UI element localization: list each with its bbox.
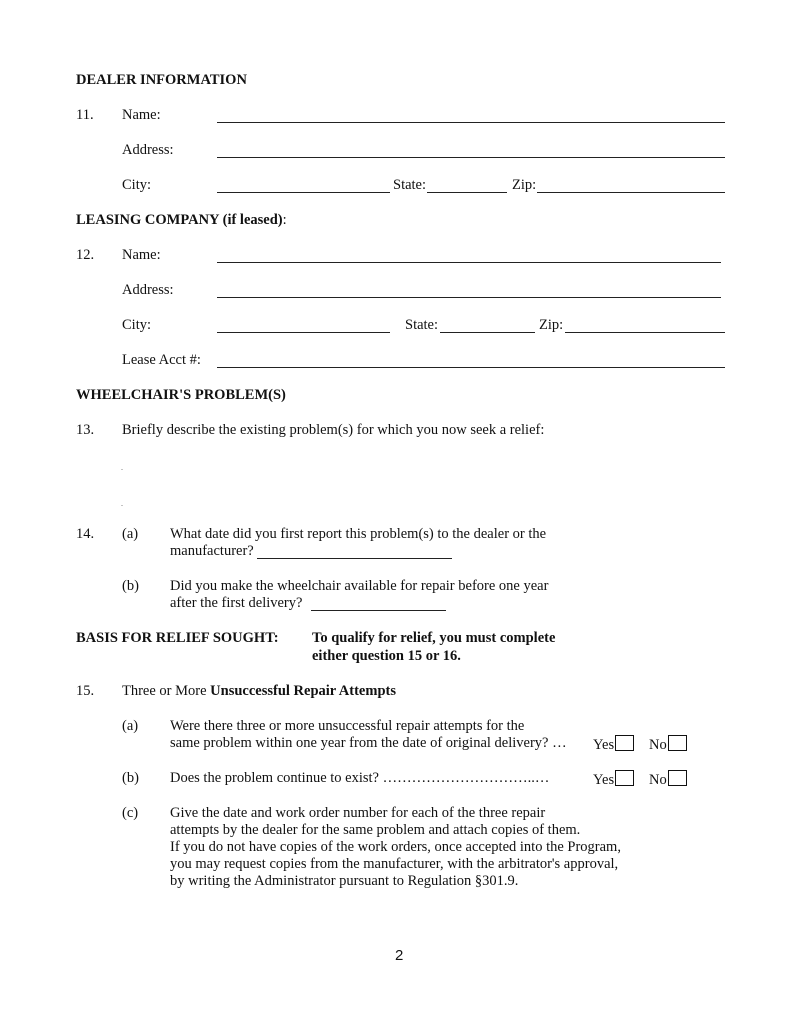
yes-label: Yes	[593, 772, 615, 788]
q15-title-plain: Three or More	[122, 683, 211, 699]
q15a-line1: Were there three or more unsuccessful repair attempts for the	[170, 718, 525, 734]
question-number-14: 14.	[76, 526, 95, 542]
problem-description-area[interactable]	[122, 452, 722, 512]
leasing-heading-colon: :	[282, 212, 287, 228]
q14b-line2: after the first delivery?	[170, 595, 303, 611]
page-number: 2	[395, 947, 404, 964]
leasing-address-label: Address:	[122, 282, 174, 298]
stray-mark: .	[121, 499, 123, 508]
q15c-line: by writing the Administrator pursuant to Regulation §301.9.	[170, 873, 519, 889]
dealer-zip-field[interactable]	[537, 192, 725, 193]
q15-title	[122, 683, 396, 700]
question-number-15: 15.	[76, 683, 95, 699]
q15b-text: Does the problem continue to exist? …………………………..…	[170, 770, 550, 786]
no-label: No	[649, 772, 667, 788]
leasing-city-label: City:	[122, 317, 152, 333]
dealer-address-label: Address:	[122, 142, 174, 158]
dealer-address-field[interactable]	[217, 157, 725, 158]
q14a-date-field[interactable]	[257, 558, 452, 559]
q15c-line: If you do not have copies of the work orders, once accepted into the Program,	[170, 839, 621, 855]
dealer-city-field[interactable]	[217, 192, 390, 193]
q15c-line: you may request copies from the manufacturer, with the arbitrator's approval,	[170, 856, 619, 872]
basis-note-line2: either question 15 or 16.	[312, 648, 461, 664]
no-label: No	[649, 737, 667, 753]
q14b-answer-field[interactable]	[311, 610, 446, 611]
q15b-no-checkbox[interactable]	[668, 770, 687, 786]
lease-acct-label: Lease Acct #:	[122, 352, 201, 368]
q15-title-bold: Unsuccessful Repair Attempts	[210, 683, 396, 699]
leasing-state-field[interactable]	[440, 332, 535, 333]
leasing-heading-text: LEASING COMPANY (if leased)	[76, 212, 283, 228]
q14a-line1: What date did you first report this problem(s) to the dealer or the	[170, 526, 547, 542]
q15b-letter: (b)	[122, 770, 139, 786]
q15c-line: Give the date and work order number for each of the three repair	[170, 805, 546, 821]
dealer-state-field[interactable]	[427, 192, 507, 193]
q15a-no-option[interactable]	[649, 735, 687, 754]
q15b-no-option[interactable]	[649, 770, 687, 789]
leasing-section-heading	[76, 212, 287, 229]
dealer-name-field[interactable]	[217, 122, 725, 123]
q13-text: Briefly describe the existing problem(s) for which you now seek a relief:	[122, 422, 545, 438]
leasing-zip-label: Zip:	[539, 317, 564, 333]
leasing-address-field[interactable]	[217, 297, 721, 298]
leasing-name-label: Name:	[122, 247, 161, 263]
q15a-yes-checkbox[interactable]	[615, 735, 634, 751]
q15c-line: attempts by the dealer for the same problem and attach copies of them.	[170, 822, 581, 838]
q14a-line2: manufacturer?	[170, 543, 254, 559]
q15a-line2: same problem within one year from the date of original delivery? …	[170, 735, 567, 751]
leasing-state-label: State:	[405, 317, 439, 333]
question-number-11: 11.	[76, 107, 94, 123]
stray-mark: .	[121, 463, 123, 472]
question-number-13: 13.	[76, 422, 95, 438]
leasing-city-field[interactable]	[217, 332, 390, 333]
dealer-zip-label: Zip:	[512, 177, 537, 193]
basis-section-heading: BASIS FOR RELIEF SOUGHT:	[76, 630, 279, 646]
yes-label: Yes	[593, 737, 615, 753]
leasing-name-field[interactable]	[217, 262, 721, 263]
q14a-letter: (a)	[122, 526, 139, 542]
q15a-no-checkbox[interactable]	[668, 735, 687, 751]
q14b-letter: (b)	[122, 578, 139, 594]
dealer-city-label: City:	[122, 177, 152, 193]
q15c-letter: (c)	[122, 805, 139, 821]
q15a-letter: (a)	[122, 718, 139, 734]
lease-acct-field[interactable]	[217, 367, 725, 368]
basis-note-line1: To qualify for relief, you must complete	[312, 630, 556, 646]
question-number-12: 12.	[76, 247, 95, 263]
dealer-state-label: State:	[393, 177, 427, 193]
q14b-line1: Did you make the wheelchair available for repair before one year	[170, 578, 549, 594]
dealer-section-heading: DEALER INFORMATION	[76, 72, 247, 88]
q15a-yes-option[interactable]	[593, 735, 634, 754]
problems-section-heading: WHEELCHAIR'S PROBLEM(S)	[76, 387, 286, 403]
dealer-name-label: Name:	[122, 107, 161, 123]
q15b-yes-option[interactable]	[593, 770, 634, 789]
q15b-yes-checkbox[interactable]	[615, 770, 634, 786]
leasing-zip-field[interactable]	[565, 332, 725, 333]
